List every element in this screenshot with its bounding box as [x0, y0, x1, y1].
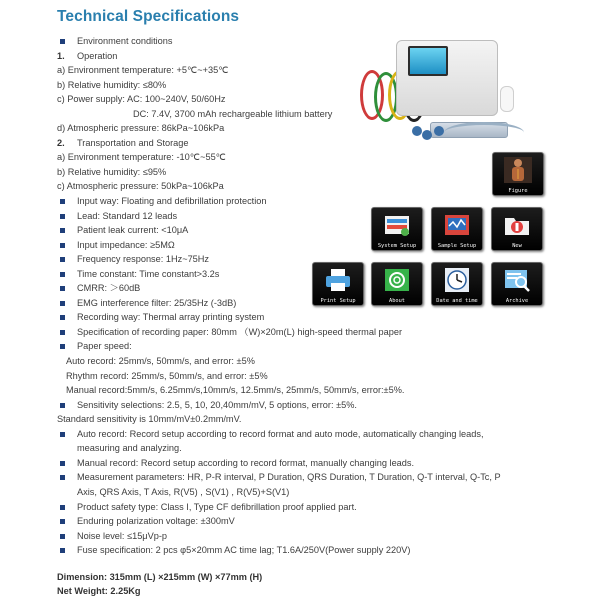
spec-text: Lead: Standard 12 leads — [77, 210, 178, 221]
paper-roll — [500, 86, 514, 112]
archive-search-icon — [503, 267, 531, 293]
spec-text: Recording way: Thermal array printing system — [77, 312, 265, 323]
bullet-icon — [60, 461, 65, 466]
icon-label: Print Setup — [320, 298, 356, 304]
spec-text: Fuse specification: 2 pcs φ5×20mm AC time lag; T1.6A/250V(Power supply 220V) — [77, 545, 411, 556]
spec-line — [0, 514, 600, 529]
spec-text: Operation — [77, 50, 118, 61]
bullet-icon — [60, 534, 65, 539]
spec-text: Auto record: 25mm/s, 50mm/s, and error: ±5% — [66, 356, 255, 367]
section-number: 2. — [57, 137, 65, 148]
bullet-icon — [60, 228, 65, 233]
bullet-icon — [60, 199, 65, 204]
spec-text: DC: 7.4V, 3700 mAh rechargeable lithium battery — [133, 108, 333, 119]
spec-text: c) Power supply: AC: 100~240V, 50/60Hz — [57, 94, 226, 105]
spec-text: Manual record: Record setup according to record format, manually changing leads. — [77, 457, 415, 468]
spec-line — [0, 500, 600, 515]
archive-menu-icon[interactable] — [491, 262, 543, 306]
spec-text: Specification of recording paper: 80mm （W)×20m(L) high-speed thermal paper — [77, 326, 403, 337]
spec-text: Input way: Floating and defibrillation protection — [77, 196, 267, 207]
at-sign-icon — [383, 267, 411, 293]
chest-electrode — [412, 126, 422, 136]
date-and-time-menu-icon[interactable] — [431, 262, 483, 306]
spec-text: Axis, QRS Axis, T Axis, R(V5) , S(V1) , R(V5)+S(V1) — [77, 486, 290, 497]
bullet-icon — [60, 432, 65, 437]
spec-line — [0, 354, 600, 369]
bullet-icon — [60, 286, 65, 291]
bullet-icon — [60, 505, 65, 510]
spec-text: Frequency response: 1Hz~75Hz — [77, 254, 210, 265]
spec-text: a) Environment temperature: -10℃~55℃ — [57, 152, 226, 163]
bullet-icon — [60, 344, 65, 349]
figure-menu-icon[interactable] — [492, 152, 544, 196]
spec-text: EMG interference filter: 25/35Hz (-3dB) — [77, 297, 237, 308]
bullet-icon — [60, 257, 65, 262]
spec-text: d) Atmospheric pressure: 86kPa~106kPa — [57, 123, 225, 134]
spec-line — [0, 369, 600, 384]
spec-text: Manual record:5mm/s, 6.25mm/s,10mm/s, 12.5mm/s, 25mm/s, 50mm/s, error:±5%. — [66, 385, 405, 396]
bullet-icon — [60, 214, 65, 219]
spec-text: Standard sensitivity is 10mm/mV±0.2mm/mV. — [57, 414, 242, 425]
spec-line — [0, 529, 600, 544]
about-menu-icon[interactable] — [371, 262, 423, 306]
page-title: Technical Specifications — [57, 8, 240, 25]
clock-icon — [443, 267, 471, 293]
bullet-icon — [60, 39, 65, 44]
bullet-icon — [60, 301, 65, 306]
spec-text: b) Relative humidity: ≤95% — [57, 166, 167, 177]
icon-label: Archive — [505, 298, 529, 304]
system-setup-icon — [383, 212, 411, 238]
spec-text: Paper speed: — [77, 341, 132, 352]
spec-text: Input impedance: ≥5MΩ — [77, 239, 175, 250]
spec-text: c) Atmospheric pressure: 50kPa~106kPa — [57, 181, 224, 192]
spec-line — [0, 470, 600, 485]
spec-line — [0, 543, 600, 558]
spec-text: Product safety type: Class I, Type CF defibrillation proof applied part. — [77, 501, 357, 512]
dimension-text: Dimension: 315mm (L) ×215mm (W) ×77mm (H) — [57, 572, 263, 582]
figure-icon — [504, 157, 532, 183]
spec-text: Environment conditions — [77, 36, 173, 46]
spec-text: Time constant: Time constant>3.2s — [77, 268, 220, 279]
spec-text: Sensitivity selections: 2.5, 5, 10, 20,40mm/mV, 5 options, error: ±5%. — [77, 399, 357, 410]
icon-label: System Setup — [377, 243, 417, 249]
spec-text: CMRR: ＞60dB — [77, 283, 141, 294]
spec-line — [0, 325, 600, 340]
spec-line — [0, 412, 600, 427]
icon-label: New — [512, 243, 522, 249]
section-number: 1. — [57, 50, 65, 61]
spec-line — [0, 339, 600, 354]
chest-electrode — [434, 126, 444, 136]
bullet-icon — [60, 475, 65, 480]
icon-label: About — [389, 298, 405, 304]
chest-electrode — [422, 130, 432, 140]
sample-setup-menu-icon[interactable] — [431, 207, 483, 251]
net-weight-text: Net Weight: 2.25Kg — [57, 586, 141, 596]
spec-line — [0, 456, 600, 471]
icon-label: Figure — [508, 188, 528, 194]
printer-icon — [324, 267, 352, 293]
sample-setup-icon — [443, 212, 471, 238]
spec-text: b) Relative humidity: ≤80% — [57, 79, 167, 90]
spec-line — [0, 383, 600, 398]
new-menu-icon[interactable] — [491, 207, 543, 251]
icon-label: Sample Setup — [437, 243, 477, 249]
spec-line — [0, 427, 600, 442]
new-folder-icon — [503, 212, 531, 238]
bullet-icon — [60, 315, 65, 320]
spec-text: Patient leak current: <10μA — [77, 225, 189, 236]
system-setup-menu-icon[interactable] — [371, 207, 423, 251]
bullet-icon — [60, 330, 65, 335]
spec-line — [0, 398, 600, 413]
spec-text: Noise level: ≤15μVp-p — [77, 530, 168, 541]
spec-text: a) Environment temperature: +5℃~+35℃ — [57, 65, 229, 76]
bullet-icon — [60, 519, 65, 524]
spec-text: Rhythm record: 25mm/s, 50mm/s, and error: ±5% — [66, 370, 268, 381]
spec-line — [0, 441, 600, 456]
spec-line — [0, 485, 600, 500]
print-setup-menu-icon[interactable] — [312, 262, 364, 306]
bullet-icon — [60, 548, 65, 553]
icon-label: Date and time — [436, 298, 478, 304]
spec-text: measuring and analyzing. — [77, 443, 182, 454]
device-screen — [408, 46, 448, 76]
bullet-icon — [60, 272, 65, 277]
bullet-icon — [60, 403, 65, 408]
ecg-device-image — [360, 30, 530, 140]
bullet-icon — [60, 243, 65, 248]
spec-text: Transportation and Storage — [77, 137, 189, 148]
spec-line — [0, 310, 600, 325]
spec-text: Enduring polarization voltage: ±300mV — [77, 516, 235, 527]
spec-text: Auto record: Record setup according to record format and auto mode, automatically changing leads, — [77, 428, 484, 439]
lead-cable — [444, 122, 524, 143]
spec-text: Measurement parameters: HR, P-R interval, P Duration, QRS Duration, T Duration, Q-T interval, Q-Tc, P — [77, 472, 501, 483]
